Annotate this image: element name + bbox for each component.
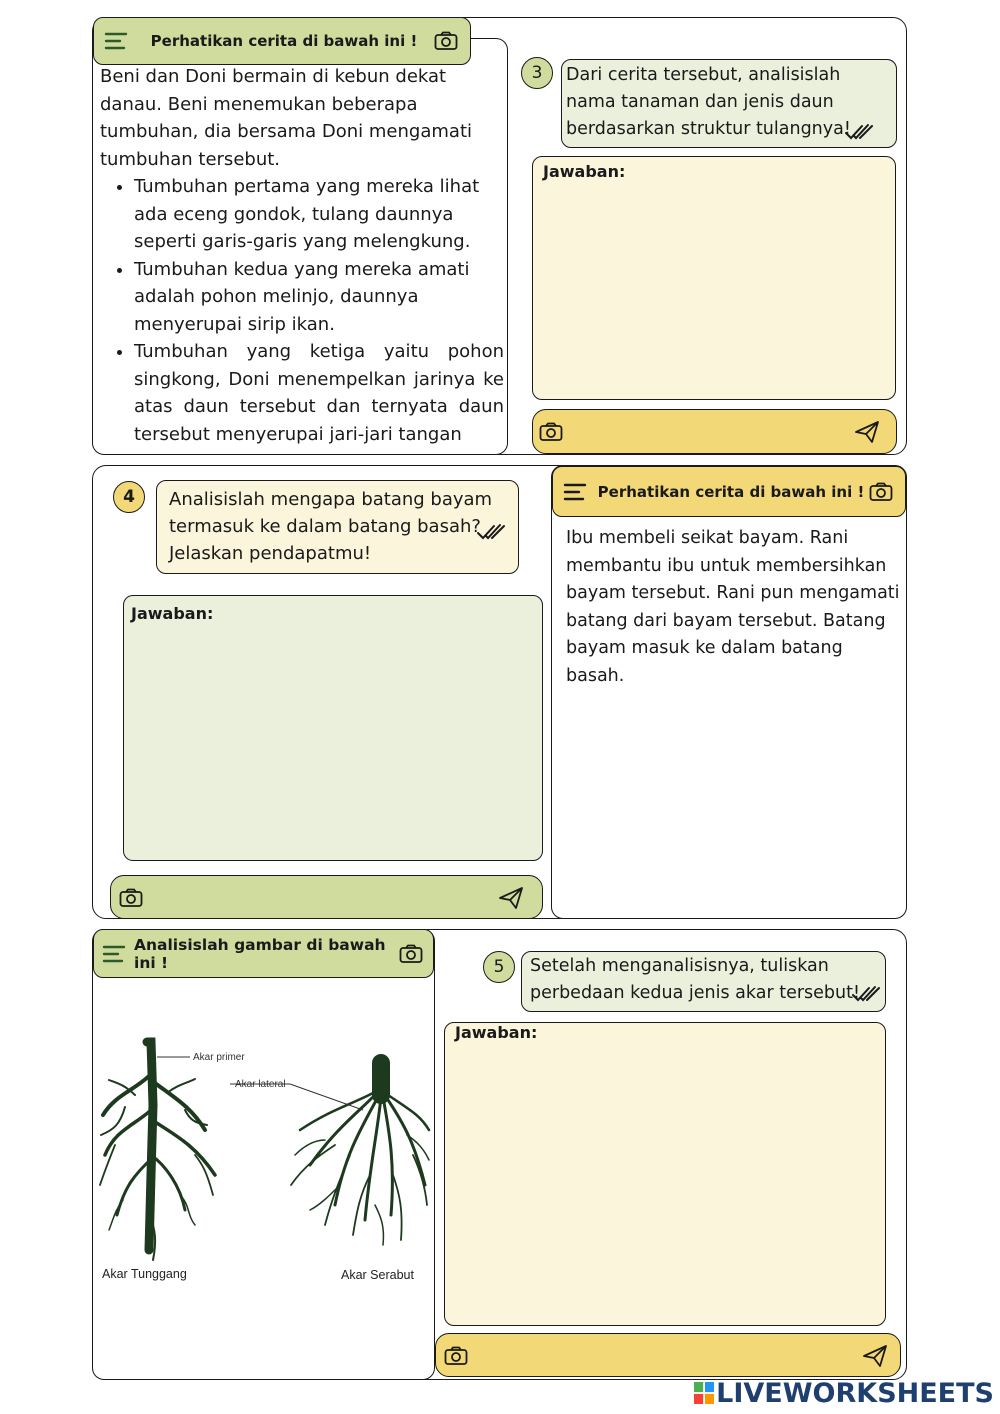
answer4-toolbar: [110, 875, 543, 919]
question4-number: 4: [113, 481, 145, 513]
menu-icon[interactable]: [563, 482, 593, 502]
answer3-label: Jawaban:: [543, 162, 626, 181]
question5-text: Setelah menganalisisnya, tuliskan perbedaan kedua jenis akar tersebut!: [530, 956, 860, 1003]
question3-number: 3: [521, 57, 553, 89]
question3-bubble: [561, 59, 897, 148]
story1-list: [100, 173, 504, 448]
figure-header-title: Analisislah gambar di bawah ini !: [134, 935, 386, 972]
question4-bubble: [156, 480, 519, 574]
story2-header: [552, 466, 906, 517]
answer5-toolbar: [435, 1333, 901, 1377]
list-item: • Tumbuhan pertama yang mereka lihat ada eceng gondok, tulang daunnya seperti garis-garis yang melengkung.: [134, 173, 504, 256]
menu-icon[interactable]: [104, 31, 134, 51]
answer3-toolbar: [532, 409, 897, 454]
tap-root: [100, 1042, 215, 1260]
label-primer: Akar primer: [193, 1052, 245, 1063]
answer4-label: Jawaban:: [131, 604, 214, 623]
brand-logo: [694, 1377, 994, 1409]
double-check-icon: [851, 985, 881, 1003]
caption-serabut: Akar Serabut: [341, 1268, 414, 1282]
list-item: • Tumbuhan yang ketiga yaitu pohon singkong, Doni menempelkan jarinya ke atas daun tersebut dan ternyata daun tersebut menyerupai jari-jari tangan: [134, 338, 504, 448]
root-drawing: [95, 1035, 431, 1285]
double-check-icon: [476, 523, 506, 541]
send-icon[interactable]: [854, 420, 880, 444]
answer4-box[interactable]: [123, 595, 543, 861]
camera-icon[interactable]: [869, 482, 895, 502]
brand-text: LIVEWORKSHEETS: [716, 1377, 994, 1409]
fibrous-root: [291, 1063, 429, 1245]
root-figure: [95, 1035, 431, 1285]
question4-text: Analisislah mengapa batang bayam termasuk ke dalam batang basah? Jelaskan pendapatmu!: [169, 489, 493, 564]
send-icon[interactable]: [862, 1344, 888, 1368]
camera-icon[interactable]: [119, 888, 143, 908]
camera-icon[interactable]: [399, 944, 425, 964]
answer5-box[interactable]: [444, 1022, 886, 1326]
caption-tunggang: Akar Tunggang: [102, 1267, 187, 1281]
story1-header: [93, 17, 471, 65]
answer3-box[interactable]: [532, 156, 896, 400]
send-icon[interactable]: [498, 886, 524, 910]
brand-icon: [694, 1381, 714, 1405]
story1-text: [100, 63, 504, 448]
story1-header-title: Perhatikan cerita di bawah ini !: [150, 32, 418, 50]
camera-icon[interactable]: [444, 1346, 468, 1366]
story1-intro: Beni dan Doni bermain di kebun dekat danau. Beni menemukan beberapa tumbuhan, dia bersama Doni mengamati tumbuhan tersebut.: [100, 66, 472, 170]
double-check-icon: [844, 123, 874, 141]
question3-text: Dari cerita tersebut, analisislah nama tanaman dan jenis daun berdasarkan struktur tulangnya!: [566, 65, 851, 139]
question5-bubble: [521, 951, 886, 1012]
label-lateral: Akar lateral: [235, 1079, 286, 1090]
camera-icon[interactable]: [539, 422, 563, 442]
answer5-label: Jawaban:: [455, 1023, 538, 1042]
figure-header: [93, 929, 434, 978]
camera-icon[interactable]: [434, 31, 460, 51]
story2-text: Ibu membeli seikat bayam. Rani membantu ibu untuk membersihkan bayam tersebut. Rani pun mengamati batang dari bayam tersebut. Batang bayam masuk ke dalam batang basah.: [566, 528, 900, 686]
menu-icon[interactable]: [102, 944, 134, 964]
list-item: • Tumbuhan kedua yang mereka amati adalah pohon melinjo, daunnya menyerupai sirip ikan.: [134, 256, 504, 339]
story2-header-title: Perhatikan cerita di bawah ini !: [597, 482, 865, 501]
question5-number: 5: [483, 951, 515, 983]
